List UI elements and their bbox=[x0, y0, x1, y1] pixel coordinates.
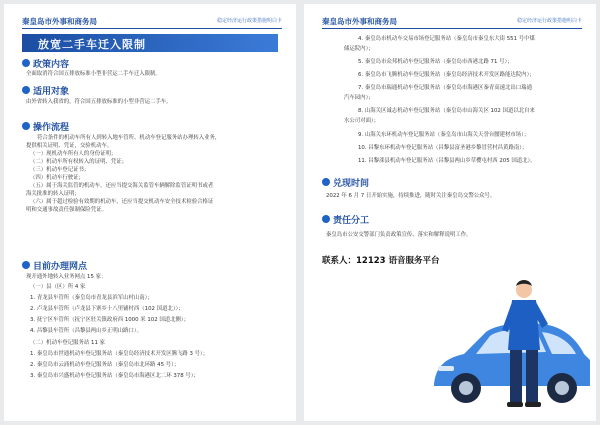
banner-title: 放宽二手车迁入限制 bbox=[38, 38, 146, 51]
section-title: 目前办理网点 bbox=[33, 262, 88, 272]
station-line: 6. 秦皇岛市飞腾机动车登记服务站（秦皇岛经济技术开发区路能达院内）； bbox=[358, 72, 535, 78]
process-line: 提供相关证明、凭证，交验机动车。 bbox=[26, 143, 113, 149]
outlet-line: 1. 秦皇岛市世通机动车登记服务站（秦皇岛经济技术开发区腾飞路 3 号）； bbox=[30, 351, 209, 357]
section-dot-icon bbox=[22, 59, 30, 67]
station-line: 4. 秦皇岛市机动车交易市场登记服务站（秦皇岛市秦皇东大街 551 号中煤 bbox=[358, 36, 535, 42]
station-line: 9. 山海关东环机动车登记服务站（秦皇岛市山海关天誉台腰建材市场）； bbox=[358, 132, 530, 138]
outlet-line: （一）县（区）所 4 家 bbox=[30, 284, 86, 290]
process-line: 海关批准的转入证明； bbox=[26, 191, 80, 197]
process-line: （四）机动车行驶证； bbox=[30, 175, 84, 181]
outlet-line: 3. 秦皇岛市兴盛机动车登记服务站（秦皇岛市海港区北二环 378 号）； bbox=[30, 373, 199, 379]
station-line: 7. 秦皇岛市瑞通机动车登记服务站（秦皇岛市海港区秦青高速北出口瑞通 bbox=[358, 85, 532, 91]
section-title: 兑现时间 bbox=[333, 179, 370, 189]
left-page-header bbox=[22, 16, 282, 29]
section-dot-icon bbox=[322, 215, 330, 223]
station-line: 11. 昌黎滦县机动车登记服务站（昌黎县两山乡草樱屯村西 205 国道北）。 bbox=[358, 158, 536, 164]
outlet-line: 2. 秦皇岛市云涌机动车登记服务站（秦皇岛市北环路 45 号）； bbox=[30, 362, 180, 368]
duty-text: 秦皇岛市公安交警部门负责政策宣传、落实和解释说明工作。 bbox=[326, 232, 472, 238]
org-name: 秦皇岛市外事和商务局 bbox=[22, 17, 97, 26]
section-title: 操作流程 bbox=[33, 123, 70, 133]
left-page bbox=[4, 4, 296, 421]
right-page-header bbox=[322, 16, 582, 29]
station-line: 储运院内）； bbox=[344, 46, 374, 52]
timing-text: 2022 年 6 月 7 日开始实施，持续推进，随时关注秦皇岛交警公众号。 bbox=[326, 193, 496, 199]
outlet-line: 2. 卢龙县车管所（卢龙县下寨乡十八里铺村西（102 国道北））； bbox=[30, 306, 184, 312]
section-title: 责任分工 bbox=[333, 216, 370, 226]
scope-text: 由外省转入我省的，符合国五排放标准的小型非营运二手车。 bbox=[26, 99, 172, 105]
policy-text: 全面取消符合国五排放标准小型非营运二手车迁入限制。 bbox=[26, 71, 161, 77]
section-dot-icon bbox=[22, 122, 30, 130]
policy-banner bbox=[22, 34, 278, 52]
illustration bbox=[424, 268, 594, 418]
station-line: 5. 秦皇岛市众邦机动车登记服务站（秦皇岛市西港北路 71 号）； bbox=[358, 59, 513, 65]
section-title: 政策内容 bbox=[33, 60, 70, 70]
process-line: 符合条件的机动车所有人到转入地车管所、机动车登记服务站办理转入业务， bbox=[37, 135, 221, 141]
process-line: 明和交通事故责任强制保险凭证。 bbox=[26, 207, 107, 213]
section-title: 适用对象 bbox=[33, 87, 70, 97]
process-line: （一）现机动车所有人的身份证明； bbox=[30, 151, 117, 157]
process-line: （五）属于海关监管的机动车，还应当提交海关监管车辆解除监管证明书或者 bbox=[30, 183, 214, 189]
outlet-line: 3. 抚宁区车管所（抚宁区驻关镇政府西 1000 米 102 国道北侧）； bbox=[30, 317, 190, 323]
station-line: 汽车园内）； bbox=[344, 95, 374, 101]
series-title: 稳定经济运行政策措施明白卡 bbox=[216, 18, 282, 24]
right-page bbox=[304, 4, 596, 421]
station-line: 10. 昌黎东环机动车登记服务站（昌黎县富圣港乡黎冒营村昌黄路南）； bbox=[358, 145, 528, 151]
series-title: 稳定经济运行政策措施明白卡 bbox=[516, 18, 582, 24]
station-line: 8. 山海关区诚志机动车登记服务站（秦皇岛市山海关区 102 国道以北自来 bbox=[358, 108, 535, 114]
station-line: 水公司对面）； bbox=[344, 118, 380, 124]
process-line: （三）机动车登记证书； bbox=[30, 167, 90, 173]
section-dot-icon bbox=[322, 178, 330, 186]
outlet-line: 1. 青龙县车管所（秦皇岛市青龙县滨军山村山南）； bbox=[30, 295, 153, 301]
contact-line: 联系人：12123 语音服务平台 bbox=[322, 256, 440, 266]
outlet-line: 现开通外地转入业务网点 15 家： bbox=[26, 274, 107, 280]
process-line: （六）属于超过检验有效期的机动车，还应当提交机动车安全技术检验合格证 bbox=[30, 199, 214, 205]
org-name: 秦皇岛市外事和商务局 bbox=[322, 17, 397, 26]
section-dot-icon bbox=[22, 261, 30, 269]
section-dot-icon bbox=[22, 86, 30, 94]
process-line: （二）机动车所有权转入的证明、凭证； bbox=[30, 159, 128, 165]
outlet-line: （二）机动车登记服务站 11 家 bbox=[30, 340, 105, 346]
outlet-line: 4. 昌黎县车管所（昌黎县两山乡正明山路口）。 bbox=[30, 328, 142, 334]
